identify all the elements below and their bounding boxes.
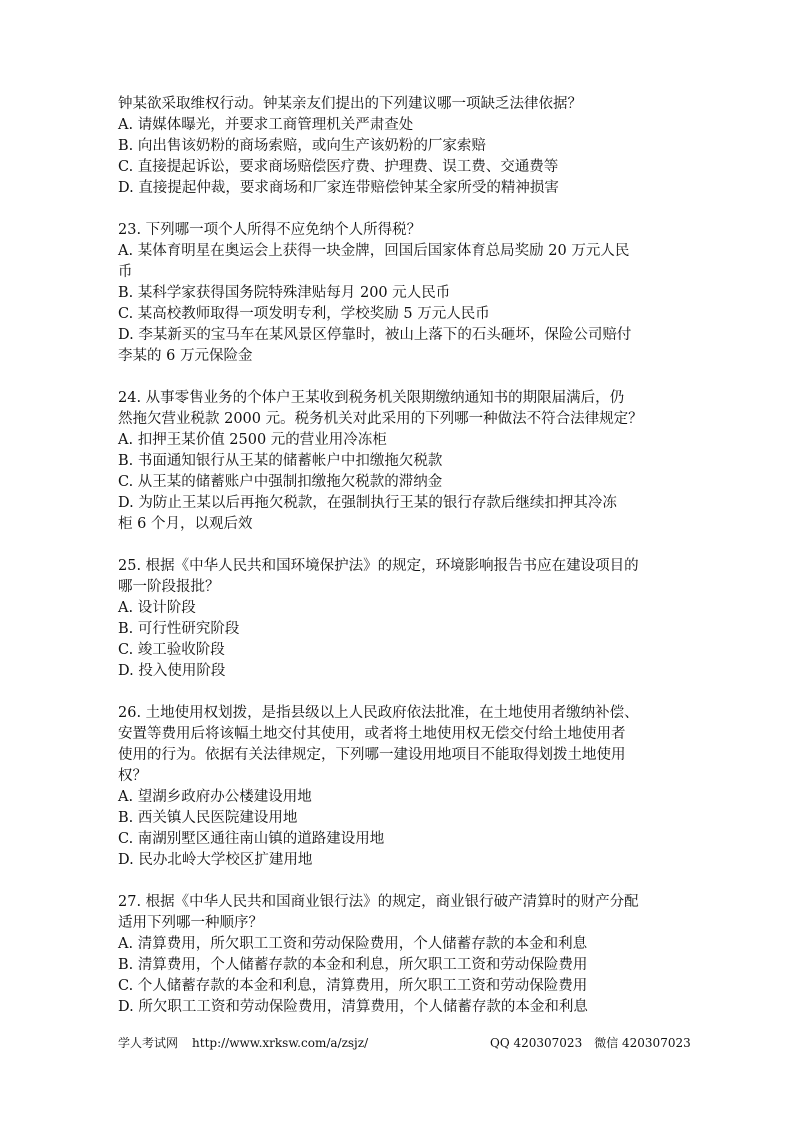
option-d: D. 民办北岭大学校区扩建用地	[118, 852, 313, 868]
question-stem: 25. 根据《中华人民共和国环境保护法》的规定，环境影响报告书应在建设项目的	[118, 558, 639, 574]
option-b: B. 某科学家获得国务院特殊津贴每月 200 元人民币	[118, 285, 451, 301]
option-c: C. 竣工验收阶段	[118, 642, 225, 658]
text-line: 钟某欲采取维权行动。钟某亲友们提出的下列建议哪一项缺乏法律依据？	[118, 96, 582, 112]
question-block	[118, 388, 684, 535]
question-stem: 27. 根据《中华人民共和国商业银行法》的规定，商业银行破产清算时的财产分配	[118, 894, 639, 910]
option-b: B. 书面通知银行从王某的储蓄帐户中扣缴拖欠税款	[118, 453, 443, 469]
option-b: B. 向出售该奶粉的商场索赔，或向生产该奶粉的厂家索赔	[118, 138, 486, 154]
question-stem-cont: 使用的行为。依据有关法律规定，下列哪一建设用地项目不能取得划拨土地使用	[118, 747, 626, 763]
option-c: C. 某高校教师取得一项发明专利，学校奖励 5 万元人民币	[118, 306, 490, 322]
question-block	[118, 220, 684, 367]
option-b: B. 可行性研究阶段	[118, 621, 240, 637]
option-c: C. 直接提起诉讼，要求商场赔偿医疗费、护理费、误工费、交通费等	[118, 159, 559, 175]
question-stem-cont: 哪一阶段报批？	[118, 579, 220, 595]
footer-right	[490, 1035, 691, 1051]
question-stem-cont: 安置等费用后将该幅土地交付其使用，或者将土地使用权无偿交付给土地使用者	[118, 726, 626, 742]
option-a: A. 某体育明星在奥运会上获得一块金牌，回国后国家体育总局奖励 20 万元人民	[118, 243, 630, 259]
question-block	[118, 556, 684, 682]
question-stem-cont: 权？	[118, 768, 147, 784]
option-a: A. 请媒体曝光，并要求工商管理机关严肃查处	[118, 117, 414, 133]
option-a: A. 望湖乡政府办公楼建设用地	[118, 789, 312, 805]
option-a: A. 清算费用，所欠职工工资和劳动保险费用，个人储蓄存款的本金和利息	[118, 936, 588, 952]
question-stem: 24. 从事零售业务的个体户王某收到税务机关限期缴纳通知书的期限届满后，仍	[118, 390, 625, 406]
site-url-link[interactable]: http://www.xrksw.com/a/zsjz/	[192, 1036, 369, 1050]
option-d-cont: 李某的 6 万元保险金	[118, 348, 253, 364]
option-a: A. 扣押王某价值 2500 元的营业用冷冻柜	[118, 432, 387, 448]
question-stem: 23. 下列哪一项个人所得不应免纳个人所得税？	[118, 222, 422, 238]
site-name: 学人考试网	[118, 1036, 179, 1050]
option-d: D. 为防止王某以后再拖欠税款，在强制执行王某的银行存款后继续扣押其冷冻	[118, 495, 617, 511]
question-block	[118, 94, 684, 199]
option-b: B. 清算费用，个人储蓄存款的本金和利息，所欠职工工资和劳动保险费用	[118, 957, 588, 973]
option-d-cont: 柜 6 个月，以观后效	[118, 516, 253, 532]
question-block	[118, 703, 684, 871]
option-d: D. 所欠职工工资和劳动保险费用，清算费用，个人储蓄存款的本金和利息	[118, 999, 588, 1015]
option-d: D. 投入使用阶段	[118, 663, 226, 679]
qq-contact: QQ 420307023	[490, 1036, 583, 1050]
option-a: A. 设计阶段	[118, 600, 196, 616]
question-stem-cont: 适用下列哪一种顺序？	[118, 915, 263, 931]
question-block	[118, 892, 684, 1018]
option-a-cont: 币	[118, 264, 133, 280]
footer-left	[118, 1035, 368, 1051]
wechat-contact: 微信 420307023	[594, 1036, 691, 1050]
question-stem-cont: 然拖欠营业税款 2000 元。税务机关对此采用的下列哪一种做法不符合法律规定？	[118, 411, 643, 427]
option-d: D. 李某新买的宝马车在某风景区停靠时，被山上落下的石头砸坏，保险公司赔付	[118, 327, 632, 343]
option-b: B. 西关镇人民医院建设用地	[118, 810, 298, 826]
document-body	[118, 94, 684, 1018]
option-d: D. 直接提起仲裁，要求商场和厂家连带赔偿钟某全家所受的精神损害	[118, 180, 559, 196]
option-c: C. 南湖别墅区通往南山镇的道路建设用地	[118, 831, 385, 847]
option-c: C. 个人储蓄存款的本金和利息，清算费用，所欠职工工资和劳动保险费用	[118, 978, 588, 994]
option-c: C. 从王某的储蓄账户中强制扣缴拖欠税款的滞纳金	[118, 474, 443, 490]
question-stem: 26. 土地使用权划拨，是指县级以上人民政府依法批准，在土地使用者缴纳补偿、	[118, 705, 639, 721]
